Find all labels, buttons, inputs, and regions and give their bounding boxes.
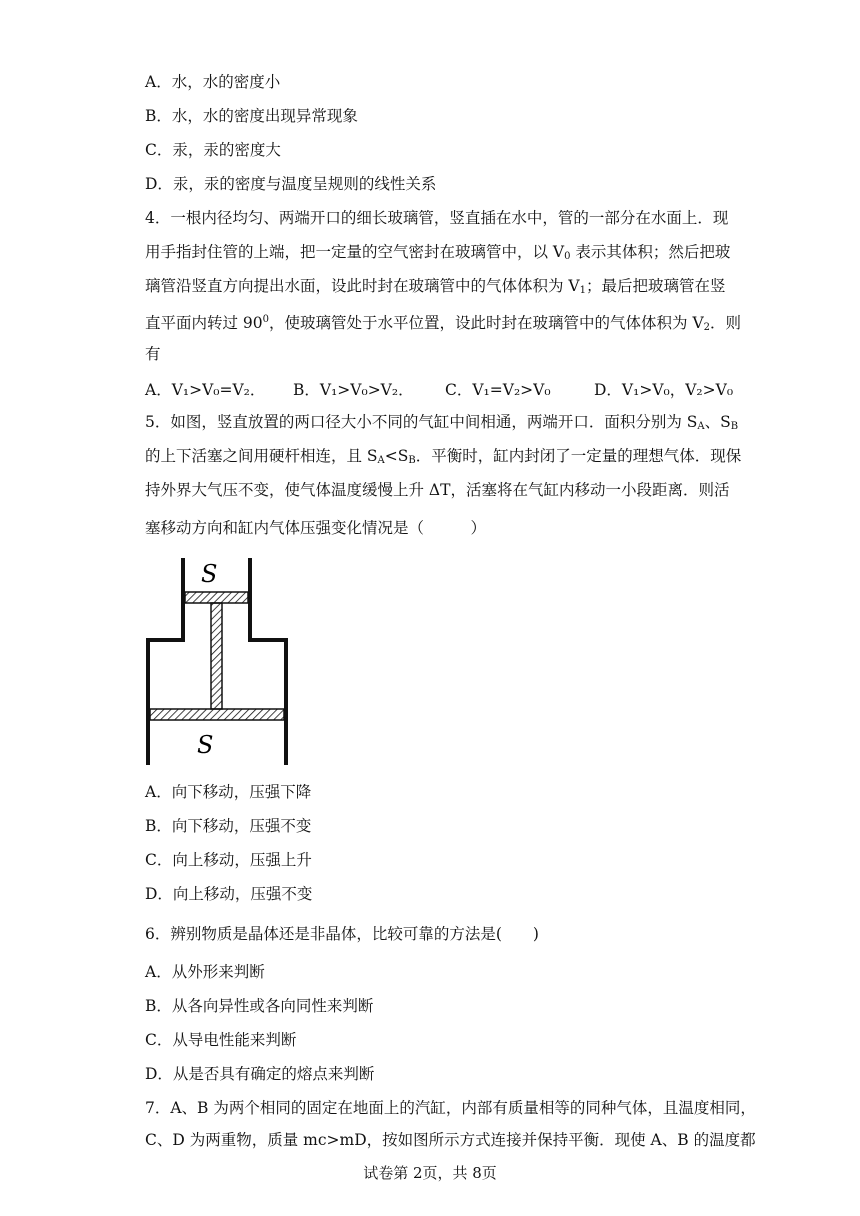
q5-option-c: C．向上移动，压强上升	[145, 851, 312, 869]
q5-option-d: D．向上移动，压强不变	[145, 885, 313, 903]
q4-stem-line3: 璃管沿竖直方向提出水面，设此时封在玻璃管中的气体体积为 $V_1$；最后把玻璃管在竖	[145, 277, 726, 296]
page-footer: 试卷第 2页，共 8页	[363, 1164, 497, 1182]
q7-stem-line2: C、D 为两重物，质量 mc>mD，按如图所示方式连接并保持平衡．现使 A、B 的温度都	[145, 1131, 756, 1149]
q6-option-b: B．从各向异性或各向同性来判断	[145, 997, 374, 1015]
q5-stem-line3: 持外界大气压不变，使气体温度缓慢上升 ΔT，活塞将在气缸内移动一小段距离．则活	[145, 481, 730, 499]
q6-stem: 6．辨别物质是晶体还是非晶体，比较可靠的方法是( )	[145, 925, 539, 943]
piston-b	[150, 709, 284, 720]
q3-option-d: D．汞，汞的密度与温度呈规则的线性关系	[145, 175, 437, 193]
q4-option-b: B．V₁>V₀>V₂．	[293, 381, 414, 399]
q5-stem-line2: 的上下活塞之间用硬杆相连，且 $S_A<S_B$．平衡时，缸内封闭了一定量的理想气体．现保	[145, 447, 742, 466]
q7-stem-line1: 7．A、B 为两个相同的固定在地面上的汽缸，内部有质量相等的同种气体，且温度相同，	[145, 1099, 756, 1117]
q5-option-a: A．向下移动，压强下降	[145, 783, 312, 801]
label-sb: S	[197, 731, 214, 759]
q4-option-a: A．V₁>V₀=V₂．	[145, 381, 266, 399]
piston-rod	[211, 603, 222, 709]
cylinder-left-wall	[148, 558, 183, 765]
q4-stem-line1: 4．一根内径均匀、两端开口的细长玻璃管，竖直插在水中，管的一部分在水面上．现	[145, 209, 729, 227]
q6-option-a: A．从外形来判断	[145, 963, 265, 981]
cylinder-right-wall	[250, 558, 286, 765]
q4-stem-line4: 直平面内转过 $90^0$，使玻璃管处于水平位置，设此时封在玻璃管中的气体体积为 $V_2$．则	[145, 314, 742, 333]
q6-option-d: D．从是否具有确定的熔点来判断	[145, 1065, 375, 1083]
q4-option-c: C．V₁=V₂>V₀	[445, 381, 551, 399]
q4-option-d: D．V₁>V₀，V₂>V₀	[594, 381, 734, 399]
q3-option-c: C．汞，汞的密度大	[145, 141, 281, 159]
q3-option-a: A．水，水的密度小	[145, 73, 281, 91]
cylinder-piston-figure	[145, 558, 290, 765]
q6-option-c: C．从导电性能来判断	[145, 1031, 297, 1049]
q4-stem-line2: 用手指封住管的上端，把一定量的空气密封在玻璃管中，以 $V_0$ 表示其体积；然后把玻	[145, 243, 731, 262]
q5-option-b: B．向下移动，压强不变	[145, 817, 312, 835]
q5-stem-line4: 塞移动方向和缸内气体压强变化情况是（ ）	[145, 519, 487, 537]
piston-a	[185, 592, 248, 603]
q3-option-b: B．水，水的密度出现异常现象	[145, 107, 358, 125]
label-sa: S	[201, 560, 218, 588]
q4-stem-line5: 有	[145, 345, 161, 363]
q5-stem-line1: 5．如图，竖直放置的两口径大小不同的气缸中间相通，两端开口．面积分别为 $S_A$、$S_B$	[145, 413, 739, 432]
